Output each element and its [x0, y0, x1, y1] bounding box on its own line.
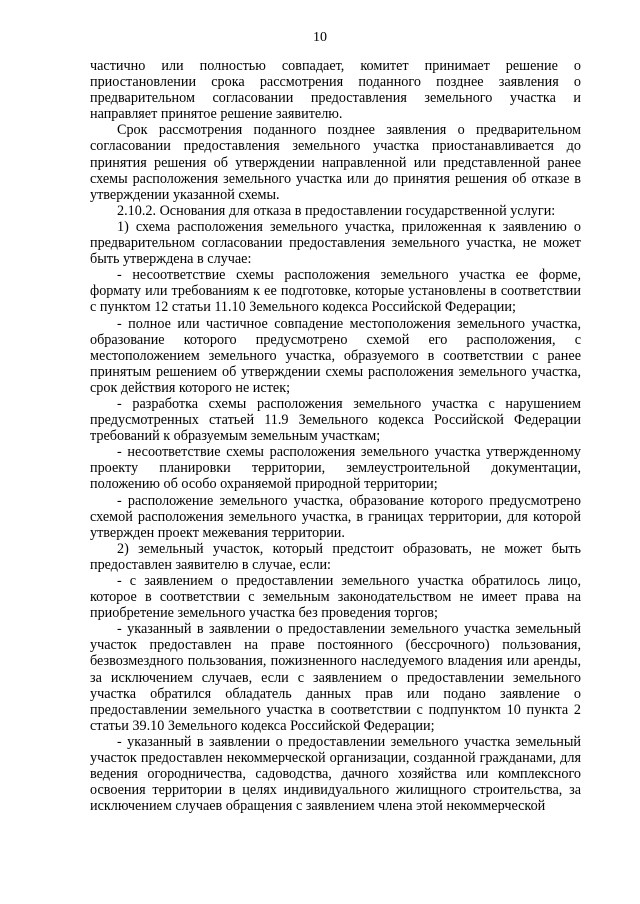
paragraph-plot-not-provided: 2) земельный участок, который предстоит образовать, не может быть предоставлен заявителю в случае, если: [90, 540, 581, 573]
page-number: 10 [313, 30, 327, 45]
document-body [90, 58, 581, 814]
paragraph-continuation: частично или полностью совпадает, комитет принимает решение о приостановлении срока рассмотрения поданного позднее заявления о предварительном согласовании предоставления земельного участка и направляет принятое решение заявителю. [90, 58, 581, 123]
list-item: - несоответствие схемы расположения земельного участка утвержденному проекту планировки территории, землеустроительной документации, положению об особо охраняемой природной территории; [90, 444, 581, 493]
paragraph-scheme-not-approved: 1) схема расположения земельного участка, приложенная к заявлению о предварительном согласовании предоставления земельного участка, не может быть утверждена в случае: [90, 218, 581, 268]
list-item: - разработка схемы расположения земельного участка с нарушением предусмотренных статьей 11.9 Земельного кодекса Российской Федерации требований к образуемым земельным участкам; [90, 395, 581, 445]
paragraph-refusal-grounds-heading: 2.10.2. Основания для отказа в предоставлении государственной услуги: [117, 202, 556, 219]
list-item: - указанный в заявлении о предоставлении земельного участка земельный участок предоставлен на праве постоянного (бессрочного) пользования, безвозмездного пользования, пожизненного наследуемого владения или аренды, за исключением случаев, если с заявлением о предоставлении земельного участка обратился обладатель данных прав или подано заявление о предоставлении земельного участка в соответствии с подпунктом 10 пункта 2 статьи 39.10 Земельного кодекса Российской Федерации; [90, 621, 581, 734]
list-item: - с заявлением о предоставлении земельного участка обратилось лицо, которое в соответствии с земельным законодательством не имеет права на приобретение земельного участка без проведения торгов; [90, 573, 581, 622]
paragraph-suspension-term: Срок рассмотрения поданного позднее заявления о предварительном согласовании предоставления земельного участка приостанавливается до принятия решения об утверждении направленной или представленной ранее схемы расположения земельного участка или до принятия решения об отказе в утверждении указанной схемы. [90, 122, 581, 203]
list-item: - указанный в заявлении о предоставлении земельного участка земельный участок предоставлен некоммерческой организации, созданной гражданами, для ведения огородничества, садоводства, дачного хозяйства или комплексного освоения территории в целях индивидуального жилищного строительства, за исключением случаев обращения с заявлением члена этой некоммерческой [90, 733, 581, 815]
list-item: - полное или частичное совпадение местоположения земельного участка, образование которого предусмотрено схемой его расположения, с местоположением земельного участка, образуемого в соответствии с ранее принятым решением об утверждении схемы расположения земельного участка, срок действия которого не истек; [90, 315, 581, 396]
list-item: - несоответствие схемы расположения земельного участка ее форме, формату или требованиям к ее подготовке, которые установлены в соответствии с пунктом 12 статьи 11.10 Земельного кодекса Российской Федерации; [90, 267, 581, 316]
list-item: - расположение земельного участка, образование которого предусмотрено схемой расположения земельного участка, в границах территории, для которой утвержден проект межевания территории. [90, 492, 581, 541]
